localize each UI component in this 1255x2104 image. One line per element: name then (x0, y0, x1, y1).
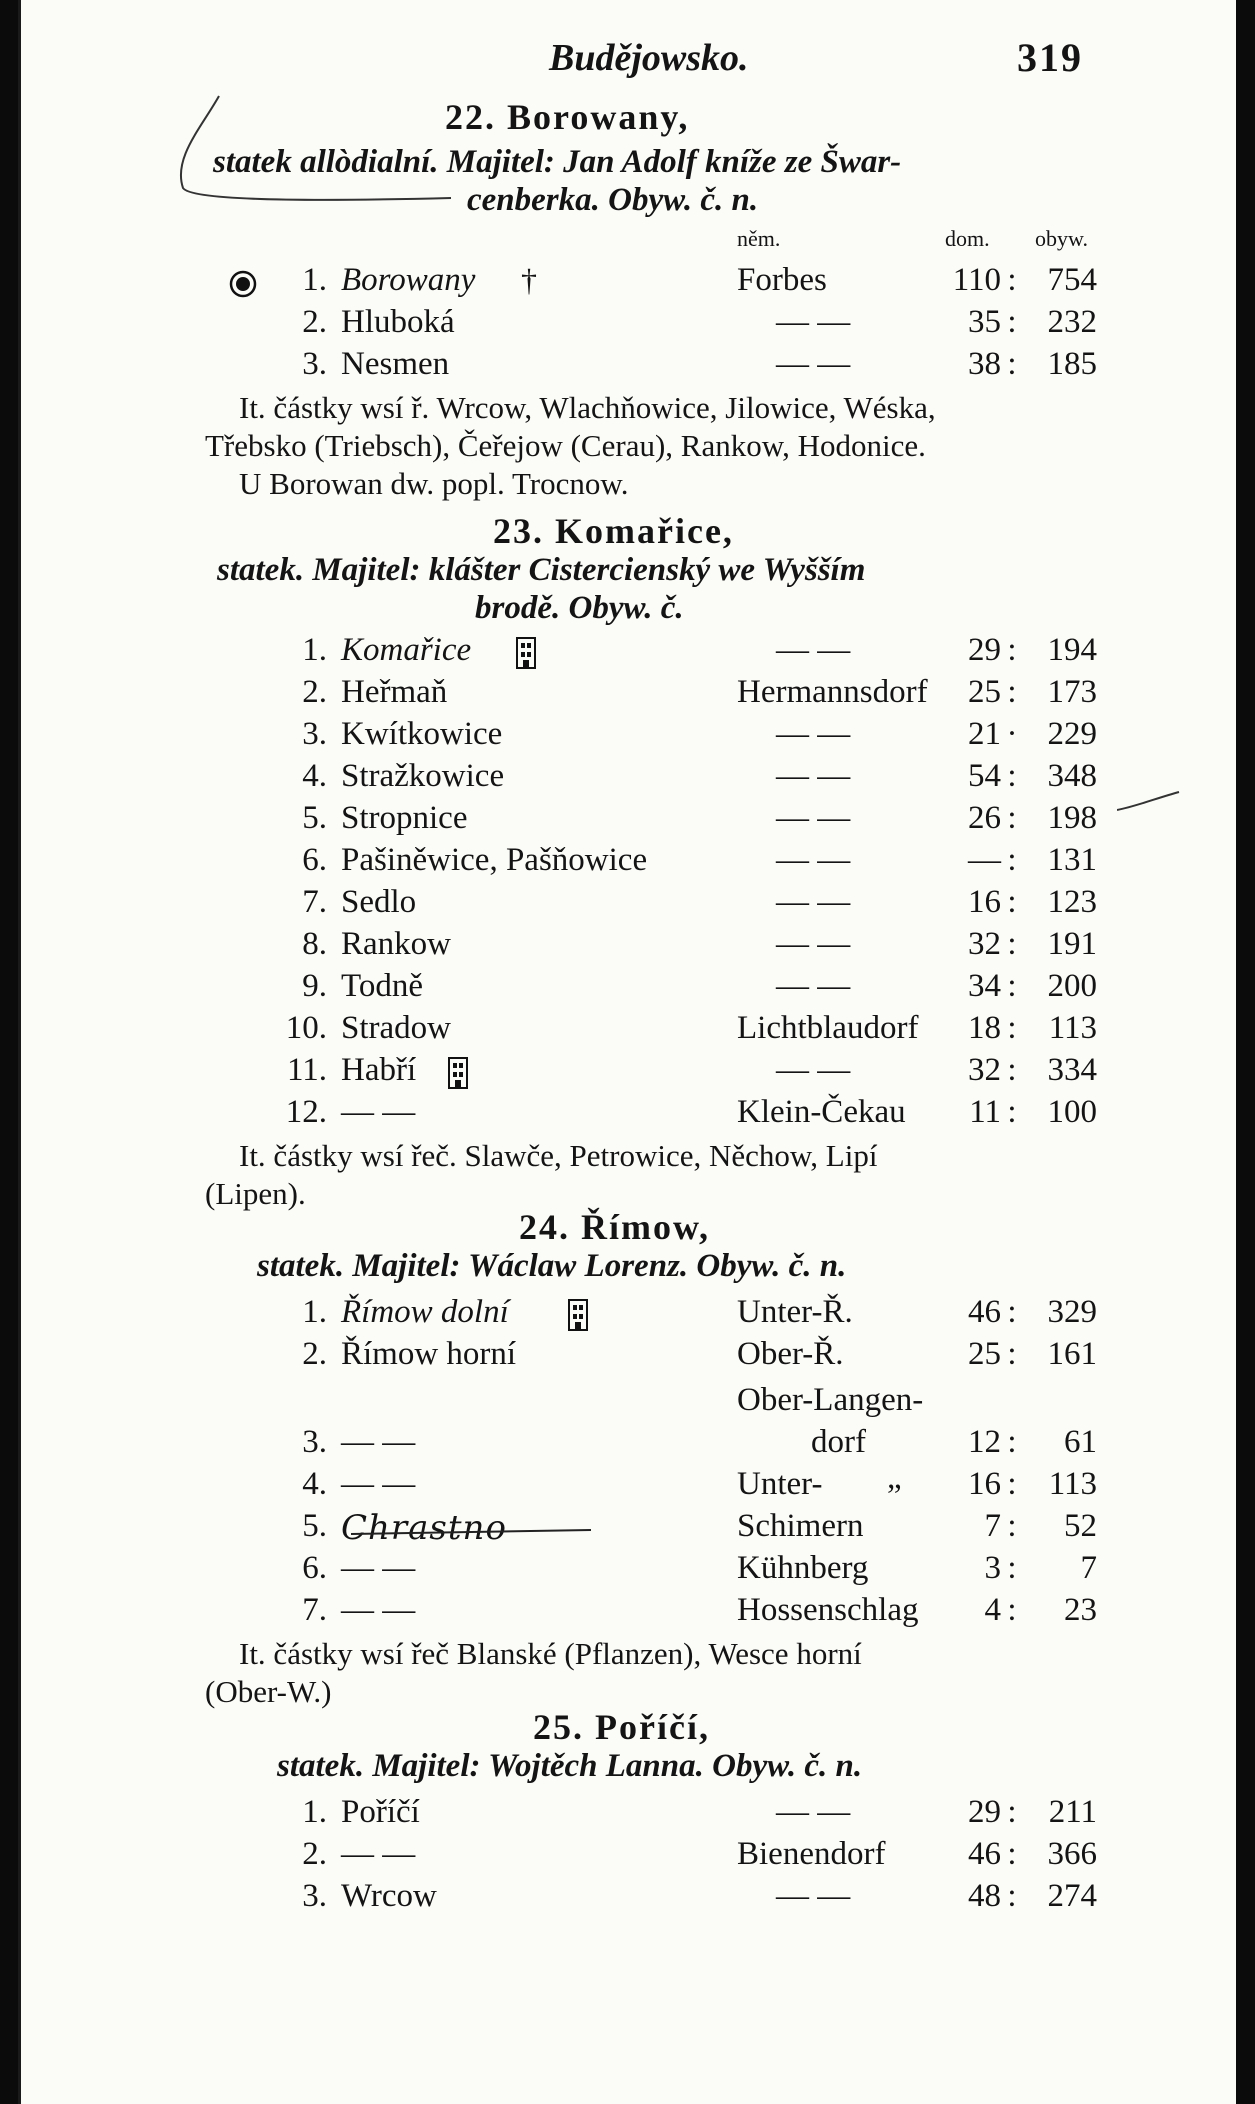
section-24-note-line1: It. částky wsí řeč Blanské (Pflanzen), Wesce horní (239, 1636, 862, 1671)
running-title: Budějowsko. (549, 37, 749, 79)
section-25-intro-line1: statek. Majitel: Wojtěch Lanna. Obyw. č. n. (277, 1748, 863, 1784)
section-22-note-line1: It. částky wsí ř. Wrcow, Wlachňowice, Jilowice, Wéska, (239, 390, 936, 425)
section-22-note-line2: Třebsko (Triebsch), Čeřejow (Cerau), Rankow, Hodonice. (205, 428, 926, 463)
castle-icon (513, 634, 539, 672)
table-row: 7. — — Hossenschlag 4 : 23 (302, 1592, 1097, 1628)
cross-icon: † (521, 262, 537, 298)
table-row: 3. Wrcow — — 48 : 274 (302, 1878, 1097, 1914)
col-header-nem: něm. (737, 226, 781, 251)
table-row: 4. Stražkowice — — 54 : 348 (302, 758, 1097, 794)
castle-icon (445, 1054, 471, 1092)
table-row: 1. Římow dolní Unter-Ř. 46 : 329 (21, 1294, 1239, 1336)
col-header-dom: dom. (945, 226, 990, 251)
section-22-note-line3: U Borowan dw. popl. Trocnow. (239, 466, 629, 501)
table-row: 5. Chrastno Schimern 7 : 52 (21, 1508, 1239, 1550)
table-row: 11. Habří — — 32 : 334 (21, 1052, 1239, 1094)
col-header-obyw: obyw. (1035, 226, 1088, 251)
table-row: 12. — — Klein-Čekau 11 : 100 (285, 1094, 1097, 1130)
section-23-intro-line2: brodě. Obyw. č. (475, 590, 684, 626)
table-row: 6. — — Kühnberg 3 : 7 (302, 1550, 1097, 1586)
table-row: 2. Heřmaň Hermannsdorf 25 : 173 (302, 674, 1097, 710)
page-number: 319 (1017, 35, 1083, 80)
table-row: 9. Todně — — 34 : 200 (302, 968, 1097, 1004)
table-row: 3. Nesmen — — 38 : 185 (302, 346, 1097, 382)
table-row: 1. Poříčí — — 29 : 211 (302, 1794, 1097, 1830)
section-heading-24: 24. Římow, (519, 1207, 710, 1247)
section-22-intro-line1: statek allòdialní. Majitel: Jan Adolf kníže ze Šwar- (213, 144, 902, 180)
table-row: 2. Římow horní Ober-Ř. 25 : 161 (302, 1336, 1097, 1372)
table-row: 1. Komařice — — 29 : 194 (21, 632, 1239, 674)
section-23-intro-line1: statek. Majitel: klášter Cistercienský we Wyšším (217, 552, 866, 588)
table-row: 1. Borowany † Forbes 110 : 754 (21, 262, 1239, 304)
margin-pencil-mark (1117, 788, 1187, 818)
section-heading-25: 25. Poříčí, (533, 1707, 710, 1747)
table-row: 3. Kwítkowice — — 21 · 229 (302, 716, 1097, 752)
strike-through-line (351, 1516, 611, 1552)
parish-mark-icon (229, 270, 257, 298)
german-name-continued: Ober-Langen- (737, 1382, 924, 1418)
table-row: 10. Stradow Lichtblaudorf 18 : 113 (285, 1010, 1097, 1046)
handwritten-name: Chrastno (341, 1508, 507, 1548)
section-24-intro-line1: statek. Majitel: Wáclaw Lorenz. Obyw. č. n. (257, 1248, 847, 1284)
table-row: 2. Hluboká — — 35 : 232 (302, 304, 1097, 340)
table-row: 8. Rankow — — 32 : 191 (302, 926, 1097, 962)
pencil-underline-mark (171, 88, 471, 208)
table-row: 5. Stropnice — — 26 : 198 (302, 800, 1097, 836)
table-row: 7. Sedlo — — 16 : 123 (302, 884, 1097, 920)
table-row: 4. — — Unter- „ 16 : 113 (302, 1460, 1097, 1502)
table-row: 2. — — Bienendorf 46 : 366 (302, 1836, 1097, 1872)
castle-icon (565, 1296, 591, 1334)
section-heading-22: 22. Borowany, (445, 97, 690, 137)
table-row: 6. Pašiněwice, Pašňowice — — — : 131 (302, 842, 1097, 878)
section-heading-23: 23. Komařice, (493, 511, 734, 551)
book-page (18, 0, 1236, 2104)
section-24-note-line2: (Ober-W.) (205, 1674, 332, 1709)
section-23-note-line2: (Lipen). (205, 1176, 306, 1211)
section-22-intro-line2: cenberka. Obyw. č. n. (467, 182, 759, 218)
table-row: 3. — — dorf 12 : 61 (302, 1424, 1097, 1460)
section-23-note-line1: It. částky wsí řeč. Slawče, Petrowice, Něchow, Lipí (239, 1138, 878, 1173)
